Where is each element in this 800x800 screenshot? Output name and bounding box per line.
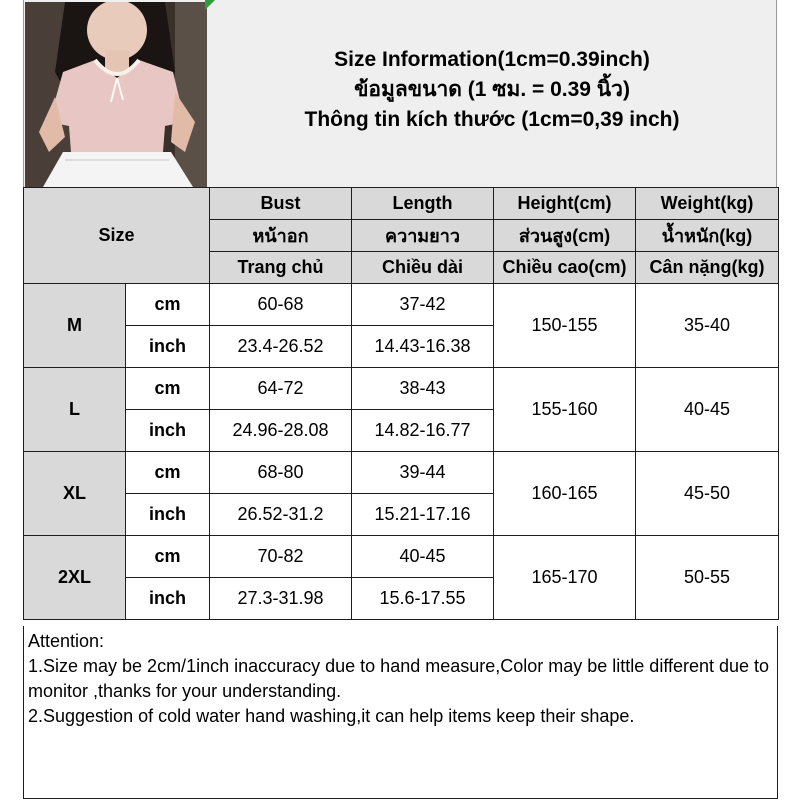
unit-inch: inch bbox=[126, 326, 210, 368]
length-header-en: Length bbox=[352, 188, 494, 220]
corner-leaf-icon bbox=[205, 0, 215, 10]
weight-value: 35-40 bbox=[636, 284, 779, 368]
height-value: 160-165 bbox=[494, 452, 636, 536]
size-label: XL bbox=[24, 452, 126, 536]
bust-cm: 60-68 bbox=[210, 284, 352, 326]
length-inch: 14.82-16.77 bbox=[352, 410, 494, 452]
size-label: 2XL bbox=[24, 536, 126, 620]
length-inch: 14.43-16.38 bbox=[352, 326, 494, 368]
size-label: M bbox=[24, 284, 126, 368]
length-inch: 15.6-17.55 bbox=[352, 578, 494, 620]
product-photo bbox=[25, 2, 207, 187]
unit-inch: inch bbox=[126, 494, 210, 536]
info-line-english: Size Information(1cm=0.39inch) bbox=[334, 48, 650, 71]
size-information bbox=[208, 45, 776, 135]
height-value: 150-155 bbox=[494, 284, 636, 368]
weight-header-vi: Cân nặng(kg) bbox=[636, 252, 779, 284]
bust-header-vi: Trang chủ bbox=[210, 252, 352, 284]
unit-inch: inch bbox=[126, 578, 210, 620]
bust-cm: 70-82 bbox=[210, 536, 352, 578]
height-header-vi: Chiều cao(cm) bbox=[494, 252, 636, 284]
weight-value: 50-55 bbox=[636, 536, 779, 620]
attention-note-1: 1.Size may be 2cm/1inch inaccuracy due to hand measure,Color may be little different due to monitor ,thanks for your understanding. bbox=[28, 656, 770, 701]
table-row bbox=[24, 536, 779, 578]
unit-inch: inch bbox=[126, 410, 210, 452]
bust-cm: 64-72 bbox=[210, 368, 352, 410]
weight-header-th: น้ำหนัก(kg) bbox=[636, 220, 779, 252]
info-line-vietnamese: Thông tin kích thước (1cm=0,39 inch) bbox=[304, 108, 680, 131]
bust-header-en: Bust bbox=[210, 188, 352, 220]
attention-title: Attention: bbox=[28, 631, 105, 651]
height-header-th: ส่วนสูง(cm) bbox=[494, 220, 636, 252]
weight-header-en: Weight(kg) bbox=[636, 188, 779, 220]
bust-inch: 27.3-31.98 bbox=[210, 578, 352, 620]
size-column-header: Size bbox=[24, 188, 210, 284]
length-header-th: ความยาว bbox=[352, 220, 494, 252]
bust-cm: 68-80 bbox=[210, 452, 352, 494]
bust-inch: 23.4-26.52 bbox=[210, 326, 352, 368]
unit-cm: cm bbox=[126, 536, 210, 578]
length-cm: 40-45 bbox=[352, 536, 494, 578]
height-value: 155-160 bbox=[494, 368, 636, 452]
bust-inch: 24.96-28.08 bbox=[210, 410, 352, 452]
table-row bbox=[24, 368, 779, 410]
attention-notes bbox=[23, 626, 778, 799]
unit-cm: cm bbox=[126, 368, 210, 410]
length-cm: 39-44 bbox=[352, 452, 494, 494]
attention-note-2: 2.Suggestion of cold water hand washing,it can help items keep their shape. bbox=[28, 706, 635, 726]
height-value: 165-170 bbox=[494, 536, 636, 620]
weight-value: 45-50 bbox=[636, 452, 779, 536]
weight-value: 40-45 bbox=[636, 368, 779, 452]
table-row bbox=[24, 452, 779, 494]
length-cm: 38-43 bbox=[352, 368, 494, 410]
length-header-vi: Chiều dài bbox=[352, 252, 494, 284]
bust-inch: 26.52-31.2 bbox=[210, 494, 352, 536]
length-cm: 37-42 bbox=[352, 284, 494, 326]
size-table bbox=[23, 187, 779, 620]
header-row-english bbox=[24, 188, 779, 220]
length-inch: 15.21-17.16 bbox=[352, 494, 494, 536]
table-row bbox=[24, 284, 779, 326]
unit-cm: cm bbox=[126, 452, 210, 494]
bust-header-th: หน้าอก bbox=[210, 220, 352, 252]
size-label: L bbox=[24, 368, 126, 452]
unit-cm: cm bbox=[126, 284, 210, 326]
info-line-thai: ข้อมูลขนาด (1 ซม. = 0.39 นิ้ว) bbox=[354, 78, 630, 101]
height-header-en: Height(cm) bbox=[494, 188, 636, 220]
